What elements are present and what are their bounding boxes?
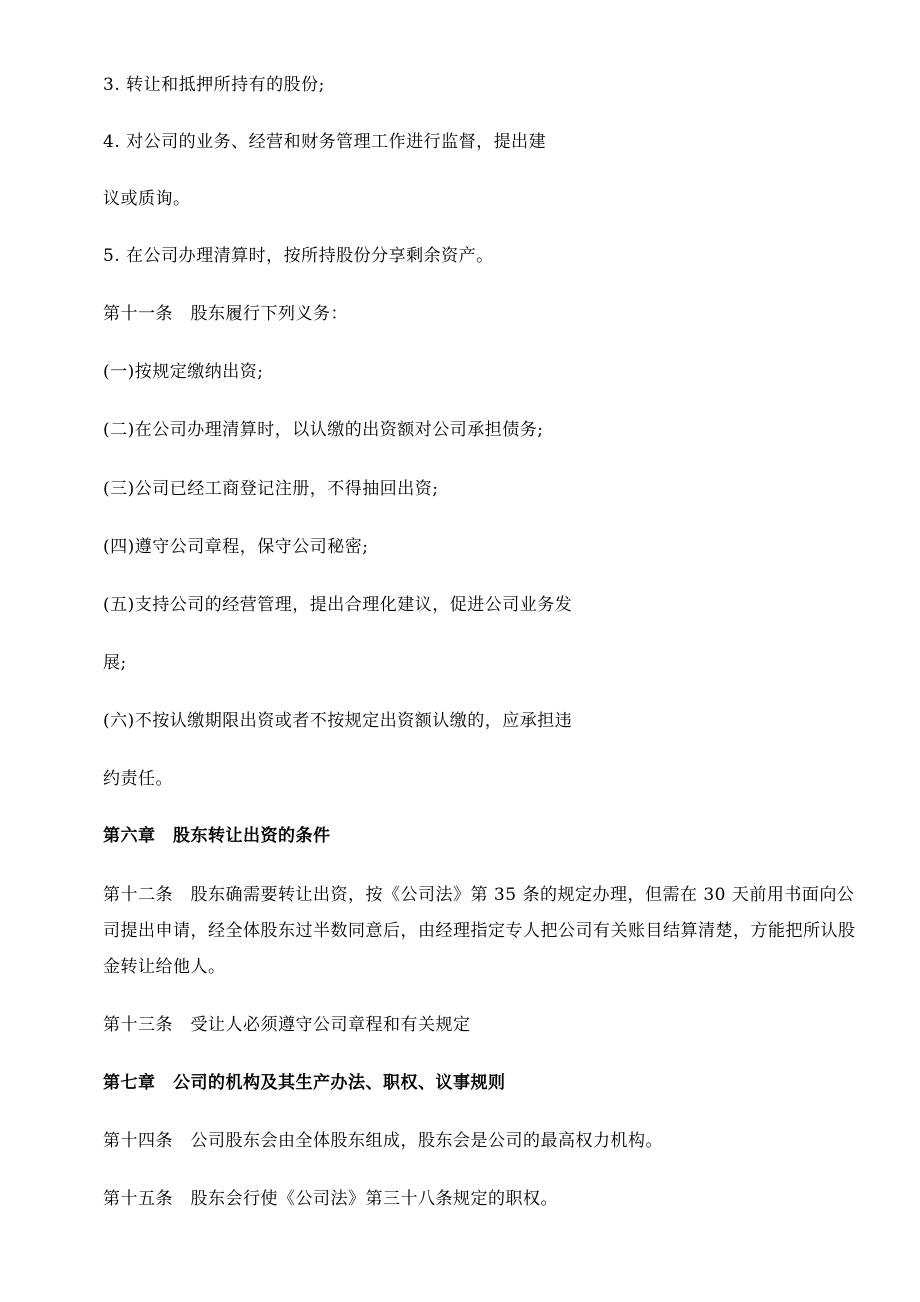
text-line-shareholder-right-4: 4. 对公司的业务、经营和财务管理工作进行监督，提出建	[103, 132, 547, 152]
obligation-item-5-cont: 展;	[103, 653, 127, 673]
obligation-item-6-cont: 约责任。	[103, 769, 173, 789]
obligation-item-5: (五)支持公司的经营管理，提出合理化建议，促进公司业务发	[103, 595, 573, 615]
article-11-title: 第十一条 股东履行下列义务：	[103, 304, 348, 324]
chapter-7-heading: 第七章 公司的机构及其生产办法、职权、议事规则	[103, 1073, 506, 1093]
text-line-shareholder-right-5: 5. 在公司办理清算时，按所持股份分享剩余资产。	[103, 246, 494, 266]
obligation-item-1: (一)按规定缴纳出资;	[103, 362, 264, 382]
article-14-paragraph: 第十四条 公司股东会由全体股东组成，股东会是公司的最高权力机构。	[103, 1131, 663, 1151]
text-line-shareholder-right-3: 3. 转让和抵押所持有的股份;	[103, 75, 325, 95]
text-line-shareholder-right-4-cont: 议或质询。	[103, 189, 191, 209]
article-12-paragraph: 第十二条 股东确需要转让出资，按《公司法》第 35 条的规定办理，但需在 30 天前用书面向公司提出申请，经全体股东过半数同意后，由经理指定专人把公司有关账目结算清楚，方能把所认股金转让给他人。	[103, 885, 856, 977]
obligation-item-4: (四)遵守公司章程，保守公司秘密;	[103, 537, 369, 557]
article-15-paragraph: 第十五条 股东会行使《公司法》第三十八条规定的职权。	[103, 1189, 558, 1209]
obligation-item-3: (三)公司已经工商登记注册，不得抽回出资;	[103, 479, 439, 499]
chapter-6-heading: 第六章 股东转让出资的条件	[103, 826, 331, 846]
obligation-item-6: (六)不按认缴期限出资或者不按规定出资额认缴的，应承担违	[103, 711, 573, 731]
obligation-item-2: (二)在公司办理清算时，以认缴的出资额对公司承担债务;	[103, 420, 544, 440]
article-13-paragraph: 第十三条 受让人必须遵守公司章程和有关规定	[103, 1015, 471, 1035]
